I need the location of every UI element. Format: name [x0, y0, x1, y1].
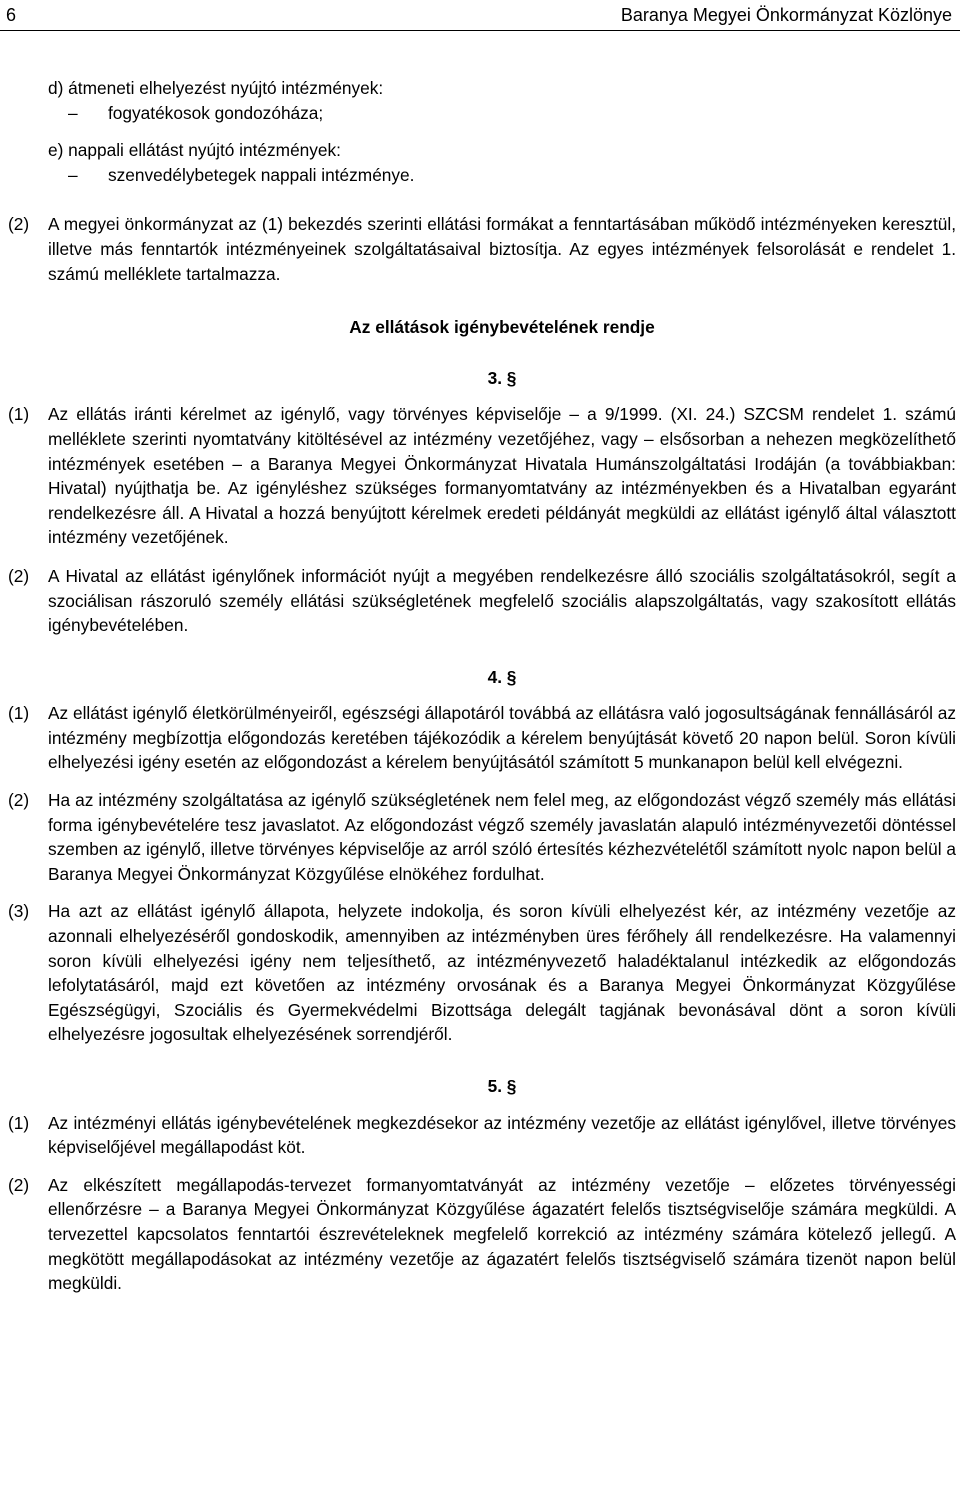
paragraph-text: A megyei önkormányzat az (1) bekezdés szerinti ellátási formákat a fenntartásában működő intézményeken keresztül, illetve más fenntartók intézményeinek szolgáltatásaival biztosítja. Az egyes intézmények felsorolását e rendelet 1. számú melléklete tartalmazza. [48, 214, 956, 284]
document-body [8, 76, 956, 1296]
paragraph-number: (2) [8, 1174, 30, 1195]
section-3-title: 3. § [487, 367, 517, 388]
section-5-title: 5. § [487, 1076, 517, 1096]
paragraph-text: Az ellátás iránti kérelmet az igénylő, vagy törvényes képviselője – a 9/1999. (XI. 24.) SZCSM rendelet 1. számú melléklete szerinti nyomtatvány kitöltésével az intézmény vezetőjéhez, vagy – elsősorban a nehezen megközelíthető intézmények esetében – a Baranya Megyei Önkormányzat Hivatala Humánszolgáltatási Irodáján (a továbbiakban: Hivatal) nyújthatja be. Az igényléshez szükséges formanyomtatvány az intézményekben és a Hivatalban egyaránt rendelkezésre áll. A Hivatal a hozzá benyújtott kérelmek eredeti példányát megküldi az ellátást igénylő által választott intézmény vezetőjének. [48, 404, 956, 548]
paragraph-intro-2 [8, 212, 956, 286]
paragraph-3-2 [8, 564, 956, 638]
section-4-title: 4. § [487, 666, 517, 687]
paragraph-5-2 [8, 1173, 956, 1296]
paragraph-number: (2) [8, 790, 30, 811]
paragraph-number: (3) [8, 901, 30, 922]
paragraph-number: (2) [8, 214, 30, 235]
paragraph-text: Az ellátást igénylő életkörülményeiről, egészségi állapotáról továbbá az ellátásra való jogosultságának fennállásáról az intézmény megbízottja előgondozás keretében tájékozódik a kérelem benyújtását követő 20 napon belül. Soron kívüli elhelyezési igény esetén az előgondozást a kérelem benyújtásától számított 5 munkanapon belül kell elvégezni. [48, 703, 956, 773]
section-heading: Az ellátások igénybevételének rendje [349, 317, 655, 338]
dash-bullet-icon: – [68, 164, 78, 185]
paragraph-number: (1) [8, 404, 30, 425]
page-header [0, 0, 960, 31]
paragraph-number: (2) [8, 565, 30, 586]
paragraph-number: (1) [8, 703, 30, 724]
paragraph-text: A Hivatal az ellátást igénylőnek információt nyújt a megyében rendelkezésre álló szociális szolgáltatásokról, segít a szociálisan rászoruló személy ellátási szükségletének megfelelő szociális alapszolgáltatás, vagy szakosított ellátás igénybevételében. [48, 565, 956, 636]
dash-bullet-icon: – [68, 102, 78, 123]
page-number: 6 [6, 5, 17, 25]
paragraph-4-2 [8, 788, 956, 886]
paragraph-4-1 [8, 701, 956, 775]
paragraph-number: (1) [8, 1112, 30, 1133]
paragraph-5-1 [8, 1111, 956, 1160]
paragraph-text: Ha az intézmény szolgáltatása az igénylő szükségletének nem felel meg, az előgondozást végző személy más ellátási forma igénybevételére tesz javaslatot. Az előgondozást végző személy javaslatán alapuló intézményvezetői döntéssel szemben az igénylő, illetve törvényes képviselője az arról szóló értesítés kézhezvételétől számított nyolc napon belül a Baranya Megyei Önkormányzat Közgyűlése elnökéhez fordulhat. [48, 790, 956, 884]
paragraph-text: Az elkészített megállapodás-tervezet formanyomtatványát az intézmény vezetője – előzetes törvényességi ellenőrzésre – a Baranya Megyei Önkormányzat Közgyűlése ágazatért felelős tisztségviselője számára megküldi. A tervezettel kapcsolatos fenntartói észrevételeknek megfelelő korrekció az intézmény számára kötelező jellegű. A megkötött megállapodásokat az intézmény vezetője az ágazatért felelős tisztségviselő számára tizenöt napon belül megküldi. [48, 1174, 956, 1294]
list-item-text: szenvedélybetegek nappali intézménye. [108, 164, 415, 185]
list-item-d-sub [8, 101, 956, 126]
list-item-text: fogyatékosok gondozóháza; [108, 102, 324, 123]
paragraph-text: Ha azt az ellátást igénylő állapota, helyzete indokolja, és soron kívüli elhelyezést kér, az intézmény vezetője az azonnali elhelyezéséről gondoskodik, amennyiben az intézményben üres férőhely áll rendelkezésre. Ha valamennyi soron kívüli elhelyezési igény nem teljesíthető, az intézményvezető haladéktalanul intézkedik az előgondozás lefolytatásáról, majd ezt követően az intézmény orvosának és a Baranya Megyei Önkormányzat Közgyűlése Egészségügyi, Szociális és Gyermekvédelmi Bizottsága delegált tagjának bevonásával dönt a soron kívüli elhelyezésre jogosultak elhelyezésének sorrendjéről. [48, 901, 956, 1045]
list-item-e-label: e) nappali ellátást nyújtó intézmények: [48, 140, 341, 161]
list-item-e-sub [8, 163, 956, 188]
list-item-d-label: d) átmeneti elhelyezést nyújtó intézmények: [48, 78, 384, 98]
paragraph-text: Az intézményi ellátás igénybevételének megkezdésekor az intézmény vezetője az ellátást igénylővel, illetve törvényes képviselőjével megállapodást köt. [48, 1112, 956, 1158]
journal-title: Baranya Megyei Önkormányzat Közlönye [620, 5, 952, 25]
paragraph-4-3 [8, 899, 956, 1047]
paragraph-3-1 [8, 402, 956, 550]
